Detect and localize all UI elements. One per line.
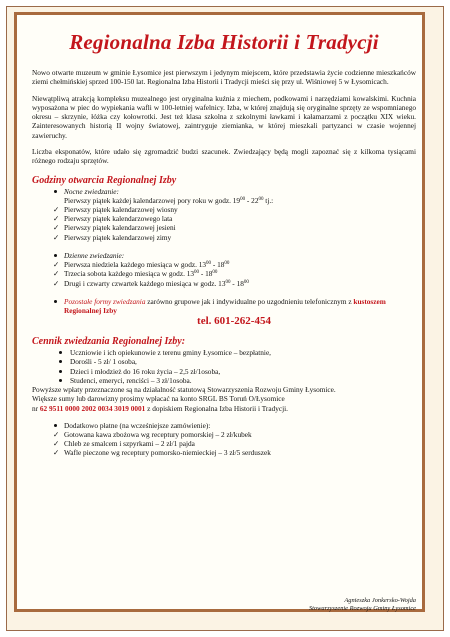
check-icon: ✓ xyxy=(53,448,60,458)
phone-number: tel. 601-262-454 xyxy=(197,315,271,328)
prices-heading: Cennik zwiedzania Regionalnej Izby: xyxy=(32,336,186,348)
day-visiting-item xyxy=(32,251,416,260)
signature xyxy=(309,597,416,613)
extras-list xyxy=(32,421,416,458)
check-icon: ✓ xyxy=(53,260,60,270)
list-item: ✓ Pierwsza niedziela każdego miesiąca w godz. $13^{00} - 18^{00}$ xyxy=(53,260,230,270)
intro-paragraph-2: Niewątpliwą atrakcją kompleksu muzealnego jest oryginalna kuźnia z miechem, podkowami i narzędziami kowalskimi. Kuchnia wyposażona w piec do wypiekania wafli w 100-letniej wafelnicy. Izba, w której znajdują się oryginalne sprzęty ze wspomnianego okresu – skrzynie, łóżka czy kołowrotki. Jest też klasa szkolna z szkolnymi ławkami i kałamarzami z początku XIX wieku. Zainteresowanych historią II wojny światowej, zaintryguje ziemianka, w której mieszkali partyzanci w czasie wojennej zawieruchy. xyxy=(32,93,416,140)
hours-heading: Godziny otwarcia Regionalnej Izby xyxy=(32,174,177,186)
list-item: ✓ Wafle pieczone wg receptury pomorsko-niemieckiej – 3 zł/5 serduszek xyxy=(53,448,271,458)
list-item: ✓ Trzecia sobota każdego miesiąca w godz. $13^{00} - 18^{00}$ xyxy=(53,269,218,279)
keeper-text: kustoszem Regionalnej Izby xyxy=(64,296,386,315)
list-item: ✓ Gotowana kawa zbożowa wg receptury pomorskiej – 2 zł/kubek xyxy=(53,430,252,440)
check-icon: ✓ xyxy=(53,269,60,279)
bullet-icon xyxy=(59,370,62,373)
check-icon: ✓ xyxy=(53,278,60,288)
day-visiting-label: Dzienne zwiedzanie: xyxy=(64,250,125,260)
day-visiting-list xyxy=(32,251,416,288)
other-visiting-label: Pozostałe formy zwiedzania xyxy=(64,296,146,306)
list-item: ✓ Pierwszy piątek kalendarzowej zimy xyxy=(53,232,172,242)
list-item: Uczniowie i ich opiekunowie z terenu gminy Łysomice – bezpłatnie, xyxy=(32,348,416,357)
bullet-icon xyxy=(59,351,62,354)
night-visiting-list xyxy=(32,187,416,242)
bullet-icon xyxy=(54,190,57,193)
check-icon: ✓ xyxy=(53,232,60,242)
bullet-icon xyxy=(54,254,57,257)
list-item: ✓ Pierwszy piątek kalendarzowej wiosny xyxy=(53,205,178,215)
list-item: ✓ Pierwszy piątek kalendarzowej jesieni xyxy=(53,223,176,233)
other-visiting-list xyxy=(32,297,416,315)
check-icon: ✓ xyxy=(53,205,60,215)
list-item: Dzieci i młodzież do 16 roku życia – 2,5 zł/1osoba, xyxy=(32,367,416,376)
page-title: Regionalna Izba Historii i Tradycji xyxy=(69,30,379,54)
signature-name: Agnieszka Jonkersko-Wojda xyxy=(344,596,416,604)
intro-paragraph-3: Liczba eksponatów, które udało się zgromadzić budzi szacunek. Zwiedzający będą mogli zapoznać się z kilkoma tysiącami różnego rodzaju sprzętów. xyxy=(32,147,416,166)
list-item: ✓ Chleb ze smalcem i szpyrkami – 2 zł/1 pajda xyxy=(53,439,195,449)
bank-account: 62 9511 0000 2002 0034 3019 0001 xyxy=(39,403,146,413)
night-hours-text: Pierwszy piątek każdej kalendarzowej pory roku w godz. $19^{00} - 22^{00}$ tj.: xyxy=(64,195,274,205)
bullet-icon xyxy=(54,424,57,427)
night-visiting-label: Nocne zwiedzanie: xyxy=(64,186,119,196)
bullet-icon xyxy=(54,300,57,303)
bullet-icon xyxy=(59,379,62,382)
list-item: Dorośli - 5 zł/ 1 osoba, xyxy=(32,357,416,366)
other-visiting-item xyxy=(32,297,416,315)
list-item: Studenci, emeryci, renciści – 3 zł/1osoba. xyxy=(32,376,416,385)
check-icon: ✓ xyxy=(53,439,60,449)
signature-org: Stowarzyszenie Rozwoju Gminy Łysomice xyxy=(308,604,416,612)
flyer-content xyxy=(32,30,416,458)
check-icon: ✓ xyxy=(53,223,60,233)
night-visiting-item xyxy=(32,187,416,205)
extras-label-item: Dodatkowo płatne (na wcześniejsze zamówienie): xyxy=(32,421,416,430)
check-icon: ✓ xyxy=(53,214,60,224)
donation-note: Większe sumy lub darowizny prosimy wpłacać na konto SRGL BS Toruń O/Łysomice nr 62 9511 0000 2002 0034 3019 0001 z dopiskiem Regionalna Izba Historii i Tradycji. xyxy=(32,394,288,413)
bullet-icon xyxy=(59,360,62,363)
check-icon: ✓ xyxy=(53,430,60,440)
list-item: ✓ Pierwszy piątek kalendarzowego lata xyxy=(53,214,173,224)
price-list xyxy=(32,348,416,385)
intro-paragraph-1: Nowo otwarte muzeum w gminie Łysomice jest pierwszym i jedynym miejscem, które przedstawia życie codzienne mieszkańców ziemi chełmińskiej sprzed 100-150 lat. Regionalna Izba Historii i Tradycji mieści się przy ul. Wiśniowej 5 w Łysomicach. xyxy=(32,68,416,87)
other-visiting-text: zarówno grupowe jak i indywidualne po uzgodnieniu telefonicznym z xyxy=(145,296,354,306)
statutory-note: Powyższe wpłaty przeznaczone są na działalność statutową Stowarzyszenia Rozwoju Gminy Łysomice. xyxy=(32,384,336,394)
list-item: ✓ Drugi i czwarty czwartek każdego miesiąca w godz. $13^{00} - 18^{00}$ xyxy=(53,278,249,288)
